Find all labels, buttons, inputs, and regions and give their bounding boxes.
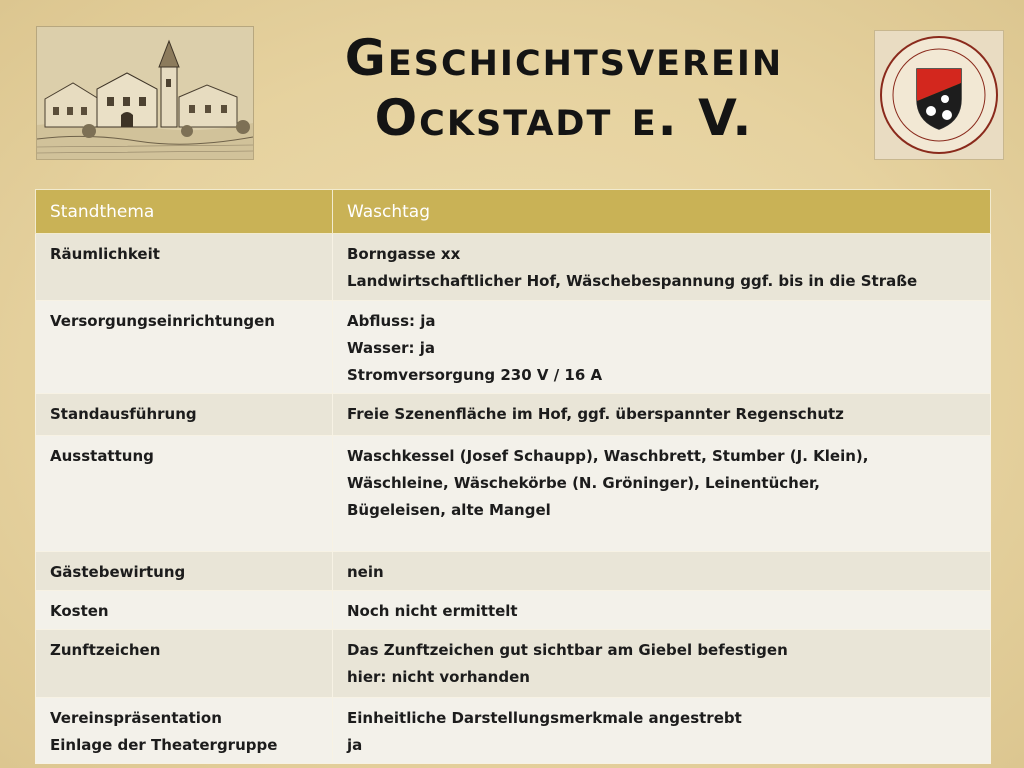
table-row (36, 234, 991, 301)
stand-info-table (35, 189, 991, 764)
table-row (36, 301, 991, 394)
row-label: Versorgungseinrichtungen (36, 301, 333, 394)
table-row (36, 552, 991, 591)
header-cell-value: Waschtag (333, 190, 991, 234)
table-row (36, 630, 991, 698)
row-value: Freie Szenenfläche im Hof, ggf. überspannter Regenschutz (333, 394, 991, 436)
row-label: Gästebewirtung (36, 552, 333, 591)
table-row (36, 394, 991, 436)
table-header-row (36, 190, 991, 234)
row-label: Zunftzeichen (36, 630, 333, 698)
row-value: Noch nicht ermittelt (333, 591, 991, 630)
row-label: Kosten (36, 591, 333, 630)
page-title (262, 28, 866, 148)
row-value: Einheitliche Darstellungsmerkmale angestrebt ja (333, 698, 991, 764)
row-value: Abfluss: ja Wasser: ja Stromversorgung 230 V / 16 A (333, 301, 991, 394)
row-label: Standausführung (36, 394, 333, 436)
row-label: Ausstattung (36, 436, 333, 552)
table-row (36, 698, 991, 764)
row-label: Vereinspräsentation Einlage der Theatergruppe (36, 698, 333, 764)
row-value: nein (333, 552, 991, 591)
village-sketch-image (36, 26, 254, 160)
table-row (36, 591, 991, 630)
anniversary-seal-logo (874, 30, 1004, 160)
row-value: Waschkessel (Josef Schaupp), Waschbrett, Stumber (J. Klein), Wäschleine, Wäschekörbe (N. Gröninger), Leinentücher, Bügeleisen, alte Mangel (333, 436, 991, 552)
table-row (36, 436, 991, 552)
row-value: Borngasse xx Landwirtschaftlicher Hof, Wäschebespannung ggf. bis in die Straße (333, 234, 991, 301)
title-line-2: Ockstadt e. V. (374, 89, 754, 147)
row-label: Räumlichkeit (36, 234, 333, 301)
title-line-1: Geschichtsverein (344, 29, 784, 87)
row-value: Das Zunftzeichen gut sichtbar am Giebel befestigen hier: nicht vorhanden (333, 630, 991, 698)
header-cell-topic: Standthema (36, 190, 333, 234)
